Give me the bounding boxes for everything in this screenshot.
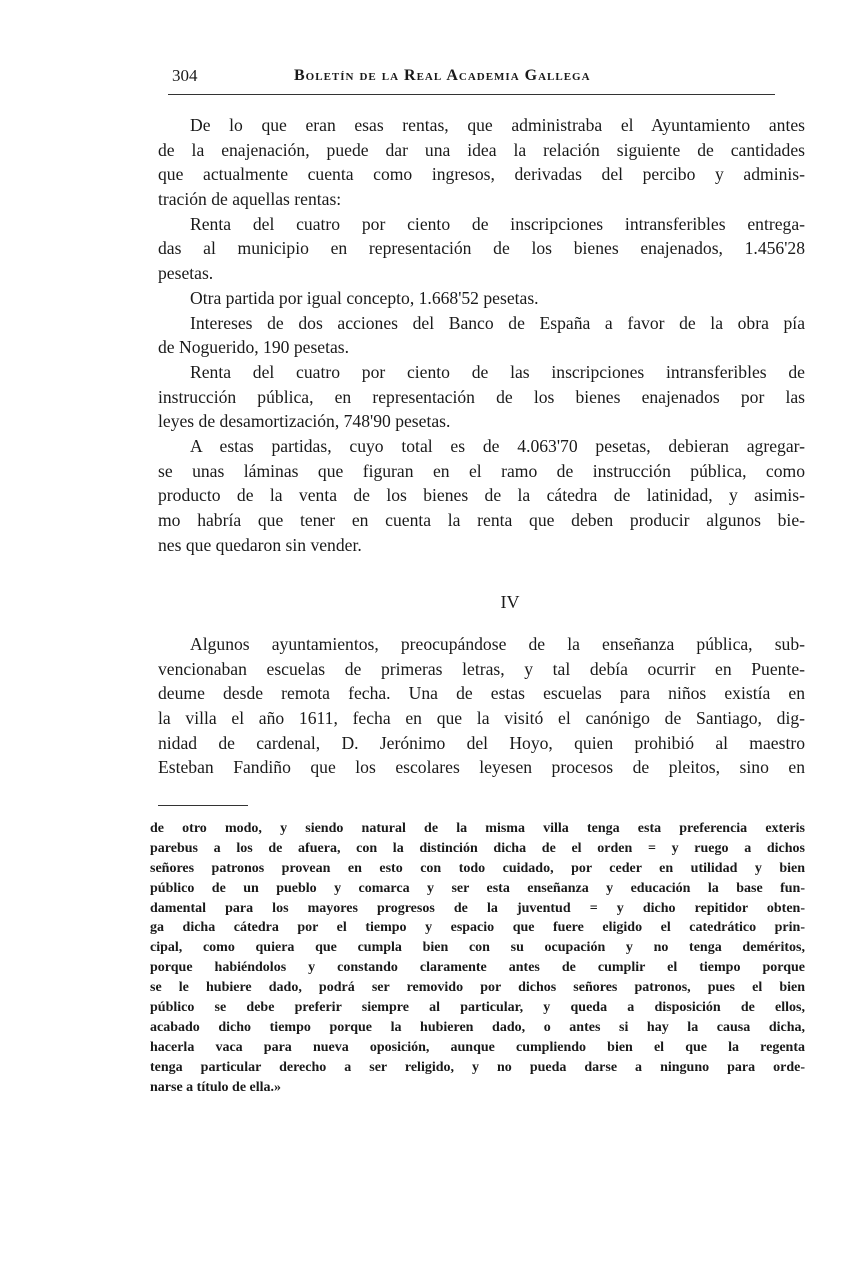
footnote-line: narse a título de ella.» [150, 1079, 282, 1095]
footnote-line: hacerla vaca para nueva oposición, aunque cumpliendo bien el que la regenta [150, 1039, 805, 1055]
text-line: instrucción pública, en representación de los bienes enajenados por las [158, 386, 805, 407]
text-line: se unas láminas que figuran en el ramo de instrucción pública, como [158, 460, 805, 481]
footnote-line: acabado dicho tiempo porque la hubieren dado, o antes si hay la causa dicha, [150, 1019, 805, 1035]
body-text [158, 113, 805, 557]
footnote-line: porque habiéndolos y constando claramente antes de cumplir el tiempo porque [150, 960, 805, 976]
text-line: Algunos ayuntamientos, preocupándose de la enseñanza pública, sub- [190, 634, 805, 654]
footnote-line: tenga particular derecho a ser religido, y no pueda darse a ninguno para orde- [150, 1059, 805, 1075]
text-line: que actualmente cuenta como ingresos, derivadas del percibo y adminis- [158, 164, 805, 185]
running-header [172, 66, 642, 90]
text-line: pesetas. [158, 263, 214, 284]
text-line: A estas partidas, cuyo total es de 4.063'70 pesetas, debieran agregar- [190, 435, 805, 456]
text-line: Esteban Fandiño que los escolares leyesen procesos de pleitos, sino en [158, 757, 805, 778]
text-line: producto de la venta de los bienes de la cátedra de latinidad, y asimis- [158, 485, 805, 506]
footnote-line: damental para los mayores progresos de la juventud = y dicho repitidor obten- [150, 900, 805, 916]
header-rule [168, 94, 775, 95]
footnote-line: se le hubiere dado, podrá ser removido por dichos señores patronos, pues el bien [150, 980, 805, 996]
text-line: de la enajenación, puede dar una idea la relación siguiente de cantidades [158, 139, 805, 160]
text-line: Intereses de dos acciones del Banco de España a favor de la obra pía [190, 312, 805, 333]
text-line: Renta del cuatro por ciento de las inscripciones intransferibles de [190, 361, 805, 382]
page-number: 304 [172, 66, 198, 85]
section-text [158, 632, 805, 780]
footnote-line: público se debe preferir siempre al particular, y queda a disposición de ellos, [150, 1000, 805, 1016]
text-line: De lo que eran esas rentas, que administraba el Ayuntamiento antes [190, 115, 805, 135]
footnote-line: señores patronos provean en esto con todo cuidado, por ceder en utilidad y bien [150, 860, 805, 876]
footnote-line: cipal, como quiera que cumpla bien con su ocupación y no tenga deméritos, [150, 940, 805, 956]
footnote-line: público de un pueblo y comarca y ser esta enseñanza y educación la base fun- [150, 880, 805, 896]
text-line: Renta del cuatro por ciento de inscripciones intransferibles entrega- [190, 213, 805, 234]
section-heading: IV [500, 592, 520, 612]
text-line: de Noguerido, 190 pesetas. [158, 337, 350, 358]
text-line: la villa el año 1611, fecha en que la visitó el canónigo de Santiago, dig- [158, 708, 805, 729]
footnote-line: ga dicha cátedra por el tiempo y espacio que fuere eligido el catedrático prin- [150, 920, 805, 936]
text-line: deume desde remota fecha. Una de estas escuelas para niños existía en [158, 683, 805, 704]
running-title: Boletín de la Real Academia Gallega [294, 67, 591, 84]
text-line: nidad de cardenal, D. Jerónimo del Hoyo, quien prohibió al maestro [158, 732, 805, 753]
text-line: tración de aquellas rentas: [158, 189, 342, 210]
footnote [150, 819, 805, 1097]
footnote-line: parebus a los de afuera, con la distinción dicha de el orden = y ruego a dichos [150, 840, 805, 856]
text-line: Otra partida por igual concepto, 1.668'52 pesetas. [190, 287, 539, 308]
text-line: leyes de desamortización, 748'90 pesetas. [158, 411, 451, 432]
footnote-line: de otro modo, y siendo natural de la misma villa tenga esta preferencia exteris [150, 821, 805, 836]
text-line: das al municipio en representación de los bienes enajenados, 1.456'28 [158, 238, 805, 259]
footnote-rule [158, 805, 248, 806]
text-line: nes que quedaron sin vender. [158, 534, 362, 555]
text-line: mo habría que tener en cuenta la renta que deben producir algunos bie- [158, 510, 805, 530]
text-line: vencionaban escuelas de primeras letras, y tal debía ocurrir en Puente- [158, 658, 805, 679]
